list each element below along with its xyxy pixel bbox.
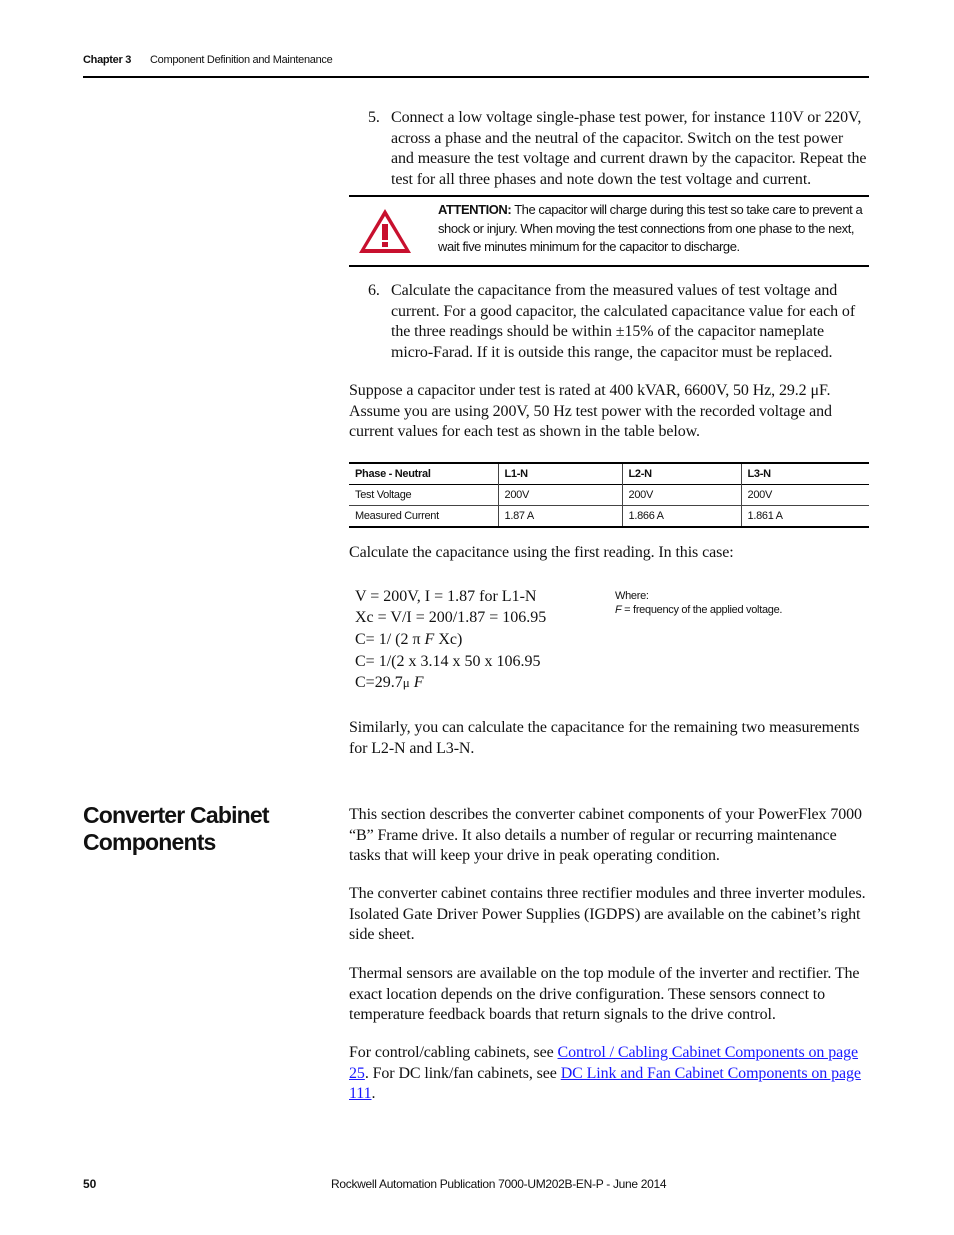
formula-line-3-prefix: C= 1/ (2 [355,631,413,648]
table-header-cell: Phase - Neutral [355,468,431,480]
calculation-intro: Calculate the capacitance using the first reading. In this case: [349,544,734,561]
formula-line-3 [355,629,605,650]
pi-symbol: π [412,631,421,648]
page-header [83,52,869,78]
step-5-number: 5. [368,109,380,126]
p4-suffix: . [371,1085,376,1102]
step-6-number: 6. [368,282,380,299]
section-paragraph-4 [349,1043,869,1105]
formula-line-3-suffix: Xc) [434,631,463,648]
step-5-text: Connect a low voltage single-phase test power, for instance 110V or 220V, across a phase and the neutral of the capacitor. Switch on the test power and measure the test voltage and current drawn by the capacitor. Repeat the test for all three phases and note down the test voltage and current. [391,109,867,188]
where-def-text: = frequency of the applied voltage. [621,604,783,616]
table-cell: 1.87 A [498,506,622,528]
table-cell: Measured Current [355,510,439,522]
where-label: Where: [615,590,649,602]
chapter-title: Component Definition and Maintenance [150,54,333,66]
control-cabling-link[interactable]: Control / Cabling Cabinet Components on page 25 [349,1044,859,1082]
formula-line-2: Xc = V/I = 200/1.87 = 106.95 [355,609,547,626]
step-6-text: Calculate the capacitance from the measured values of test voltage and current. For a good capacitor, the calculated capacitance value for each of the three readings should be within ±15% of the capacitor nameplate micro-Farad. If it is outside this range, the capacitor must be replaced. [391,282,856,361]
where-note [615,589,855,617]
frequency-symbol: F [420,631,435,648]
micro-symbol: μ [402,675,410,690]
table-header-cell: L3-N [741,463,869,485]
table-row [349,485,869,506]
section-paragraph-3: Thermal sensors are available on the top module of the inverter and rectifier. The exact location depends on the drive configuration. These sensors connect to temperature feedback boards that return signals to the drive control. [349,965,860,1023]
where-f-symbol: F [615,604,622,616]
formula-block [355,586,605,693]
table-cell: 1.861 A [741,506,869,528]
formula-line-1: V = 200V, I = 1.87 for L1-N [355,588,537,605]
p4-prefix: For control/cabling cabinets, see [349,1044,558,1061]
table-cell: 200V [498,485,622,506]
table-header-row [349,463,869,485]
measurement-table [349,462,869,528]
table-cell: 1.866 A [622,506,741,528]
formula-line-5-prefix: C=29.7 [355,674,403,691]
capacitor-example-paragraph: Suppose a capacitor under test is rated at 400 kVAR, 6600V, 50 Hz, 29.2 μF. Assume you are using 200V, 50 Hz test power with the recorded voltage and current values for each test as shown in the table below. [349,382,832,440]
section-paragraph-1: This section describes the converter cabinet components of your PowerFlex 7000 “B” Frame drive. It also details a number of regular or recurring maintenance tasks that will keep your drive in peak operating condition. [349,806,862,864]
attention-text [438,201,863,257]
attention-box [349,195,869,267]
formula-line-4: C= 1/(2 x 3.14 x 50 x 106.95 [355,653,541,670]
attention-label: ATTENTION: [438,202,512,217]
formula-line-5 [355,672,605,693]
table-header-cell: L2-N [622,463,741,485]
table-cell: Test Voltage [355,489,412,501]
farad-symbol: F [409,674,424,691]
warning-triangle-icon [357,207,413,255]
table-cell: 200V [741,485,869,506]
dc-link-fan-link[interactable]: DC Link and Fan Cabinet Components on page 111 [349,1064,861,1102]
where-definition [615,603,855,617]
similarly-paragraph: Similarly, you can calculate the capacitance for the remaining two measurements for L2-N and L3-N. [349,719,860,757]
publication-footer: Rockwell Automation Publication 7000-UM202B-EN-P - June 2014 [331,1177,667,1191]
page-number: 50 [83,1177,97,1191]
table-row [349,506,869,528]
section-heading: Converter Cabinet Components [83,802,269,855]
section-paragraph-2: The converter cabinet contains three rectifier modules and three inverter modules. Isolated Gate Driver Power Supplies (IGDPS) are available on the cabinet’s right side sheet. [349,885,866,943]
chapter-label: Chapter 3 [83,54,132,66]
table-cell: 200V [622,485,741,506]
table-header-cell: L1-N [498,463,622,485]
attention-body: The capacitor will charge during this test so take care to prevent a shock or injury. When moving the test connections from one phase to the next, wait five minutes minimum for the capacitor to discharge. [438,202,863,254]
p4-middle: . For DC link/fan cabinets, see [364,1064,561,1082]
